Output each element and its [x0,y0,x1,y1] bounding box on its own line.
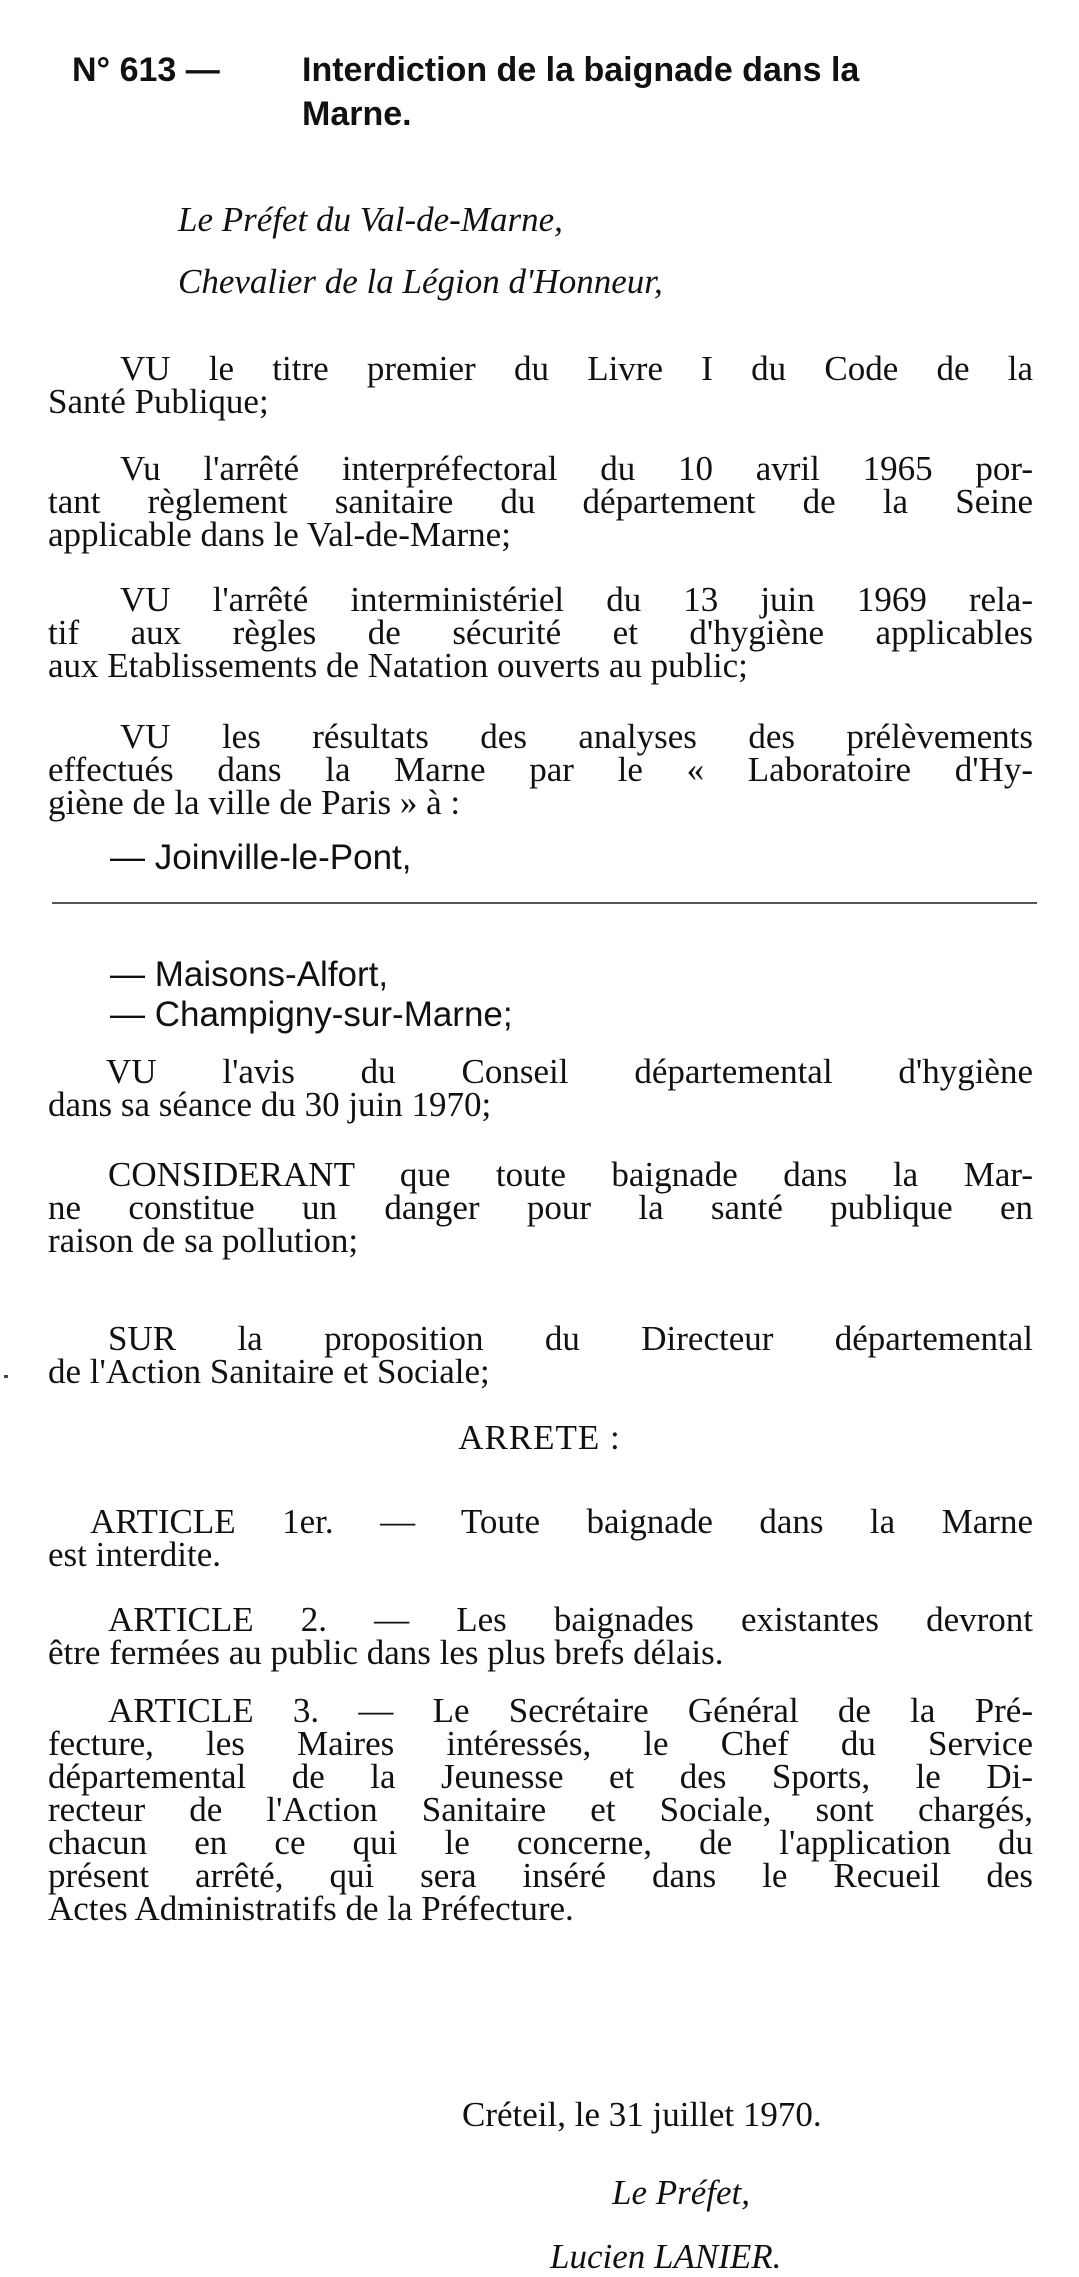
text-line: être fermées au public dans les plus brefs délais. [48,1633,724,1672]
text-line: Santé Publique; [48,382,269,421]
separator-rule [52,902,1037,904]
decree-heading [302,48,1042,136]
text-line: présent arrêté, qui sera inséré dans le Recueil des [48,1856,1033,1895]
text-line: VU les résultats des analyses des prélèvements [120,717,1033,756]
text-line: ARTICLE 3. — Le Secrétaire Général de la Pré- [108,1691,1033,1730]
text-line: VU l'arrêté interministériel du 13 juin 1969 rela- [120,580,1033,619]
text-line: de l'Action Sanitaire et Sociale; [48,1352,490,1391]
consideration-3 [48,580,1033,685]
consideration-2 [48,449,1033,554]
text-line: applicable dans le Val-de-Marne; [48,515,511,554]
place-and-date: Créteil, le 31 juillet 1970. [462,2095,822,2134]
text-line: ARTICLE 1er. — Toute baignade dans la Marne [90,1502,1033,1541]
text-line: VU le titre premier du Livre I du Code de la [120,349,1033,388]
scan-speck [4,1375,8,1378]
article-3 [48,1691,1033,1928]
signature-name: Lucien LANIER. [550,2237,782,2276]
text-line: Vu l'arrêté interpréfectoral du 10 avril 1965 por- [120,449,1033,488]
location-item: — Champigny-sur-Marne; [110,995,513,1034]
text-line: Actes Administratifs de la Préfecture. [48,1889,574,1928]
article-1 [48,1502,1033,1574]
arrete-heading: ARRETE : [458,1418,621,1457]
text-line: recteur de l'Action Sanitaire et Sociale, sont chargés, [48,1790,1033,1829]
text-line: fecture, les Maires intéressés, le Chef du Service [48,1724,1033,1763]
location-item: — Joinville-le-Pont, [110,838,412,877]
consideration-1 [48,349,1033,421]
text-line: giène de la ville de Paris » à : [48,783,461,822]
authority-line-2: Chevalier de la Légion d'Honneur, [178,262,663,301]
authority-line-1: Le Préfet du Val-de-Marne, [178,200,563,239]
text-line: CONSIDERANT que toute baignade dans la Mar- [108,1155,1033,1194]
text-line: ne constitue un danger pour la santé publique en [48,1188,1033,1227]
considerant-paragraph [48,1155,1033,1260]
title-line-1: Interdiction de la baignade dans la [302,51,860,89]
text-line: aux Etablissements de Natation ouverts au public; [48,646,748,685]
text-line: départemental de la Jeunesse et des Sports, le Di- [48,1757,1033,1796]
consideration-4 [48,717,1033,822]
text-line: effectués dans la Marne par le « Laboratoire d'Hy- [48,750,1033,789]
text-line: chacun en ce qui le concerne, de l'application du [48,1823,1033,1862]
text-line: est interdite. [48,1535,222,1574]
signature-title: Le Préfet, [612,2173,751,2212]
decree-title [72,48,1052,136]
text-line: VU l'avis du Conseil départemental d'hygiène [106,1052,1033,1091]
decree-number: N° 613 — [72,51,220,89]
proposition-paragraph [48,1319,1033,1391]
article-2 [48,1600,1033,1672]
text-line: tant règlement sanitaire du département de la Seine [48,482,1033,521]
avis-paragraph [48,1052,1033,1124]
text-line: SUR la proposition du Directeur départemental [108,1319,1033,1358]
title-line-2: Marne. [302,95,412,133]
text-line: raison de sa pollution; [48,1221,359,1260]
text-line: tif aux règles de sécurité et d'hygiène applicables [48,613,1033,652]
text-line: dans sa séance du 30 juin 1970; [48,1085,492,1124]
text-line: ARTICLE 2. — Les baignades existantes devront [108,1600,1033,1639]
location-item: — Maisons-Alfort, [110,955,389,994]
